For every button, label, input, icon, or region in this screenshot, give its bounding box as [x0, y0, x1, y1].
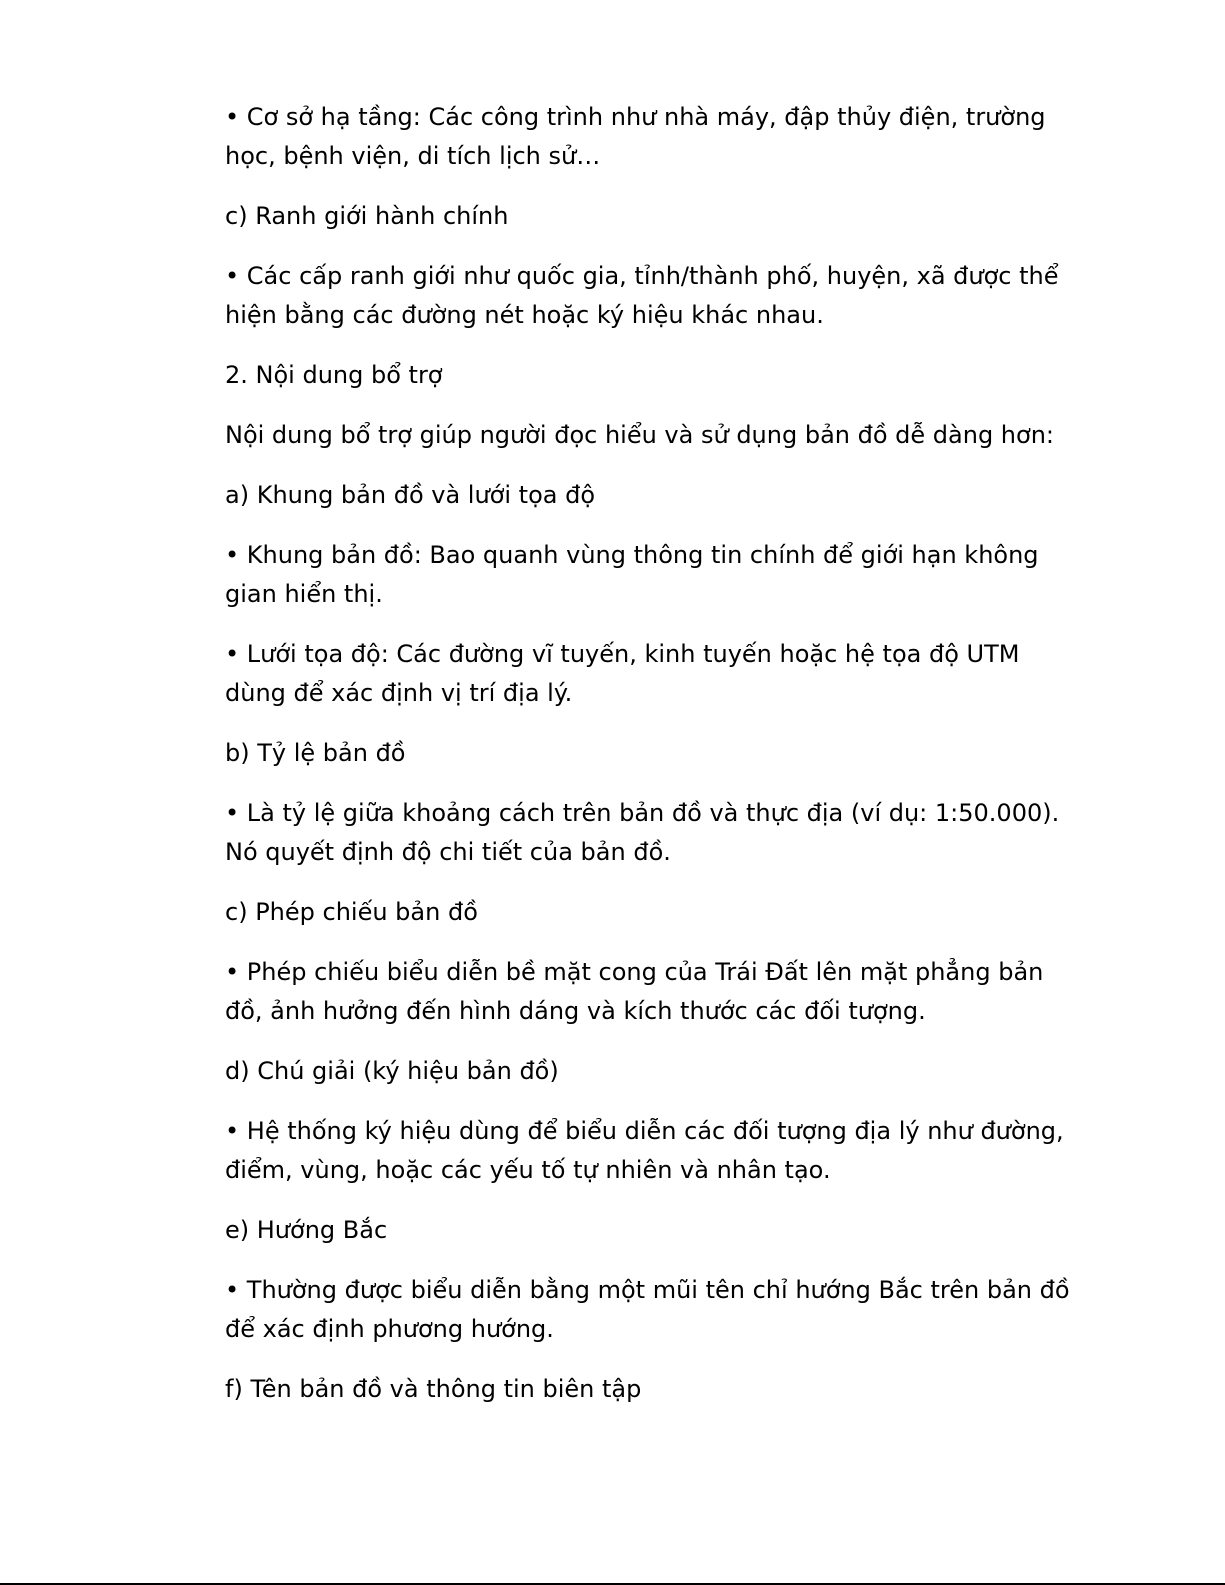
bullet-boundary-levels: • Các cấp ranh giới như quốc gia, tỉnh/thành phố, huyện, xã được thể hiện bằng các đường nét hoặc ký hiệu khác nhau.	[225, 262, 1059, 329]
bullet-map-frame: • Khung bản đồ: Bao quanh vùng thông tin chính để giới hạn không gian hiển thị.	[225, 541, 1039, 608]
heading-map-title-editorial: f) Tên bản đồ và thông tin biên tập	[225, 1375, 642, 1403]
intro-supplementary-content: Nội dung bổ trợ giúp người đọc hiểu và sử dụng bản đồ dễ dàng hơn:	[225, 421, 1054, 449]
heading-administrative-boundaries: c) Ranh giới hành chính	[225, 202, 509, 230]
heading-map-scale: b) Tỷ lệ bản đồ	[225, 739, 406, 767]
bullet-projection-definition: • Phép chiếu biểu diễn bề mặt cong của Trái Đất lên mặt phẳng bản đồ, ảnh hưởng đến hình dáng và kích thước các đối tượng.	[225, 958, 1044, 1025]
heading-map-projection: c) Phép chiếu bản đồ	[225, 898, 478, 926]
bullet-coordinate-grid: • Lưới tọa độ: Các đường vĩ tuyến, kinh tuyến hoặc hệ tọa độ UTM dùng để xác định vị trí địa lý.	[225, 640, 1020, 707]
bullet-legend-definition: • Hệ thống ký hiệu dùng để biểu diễn các đối tượng địa lý như đường, điểm, vùng, hoặc các yếu tố tự nhiên và nhân tạo.	[225, 1117, 1064, 1184]
heading-legend: d) Chú giải (ký hiệu bản đồ)	[225, 1057, 559, 1085]
heading-map-frame-grid: a) Khung bản đồ và lưới tọa độ	[225, 481, 596, 509]
bullet-north-arrow: • Thường được biểu diễn bằng một mũi tên chỉ hướng Bắc trên bản đồ để xác định phương hướng.	[225, 1276, 1070, 1343]
bullet-scale-definition: • Là tỷ lệ giữa khoảng cách trên bản đồ và thực địa (ví dụ: 1:50.000). Nó quyết định độ chi tiết của bản đồ.	[225, 799, 1060, 866]
document-body	[225, 98, 1075, 1430]
heading-north-direction: e) Hướng Bắc	[225, 1216, 388, 1244]
bullet-infrastructure: • Cơ sở hạ tầng: Các công trình như nhà máy, đập thủy điện, trường học, bệnh viện, di tích lịch sử…	[225, 103, 1046, 170]
heading-supplementary-content: 2. Nội dung bổ trợ	[225, 361, 443, 389]
